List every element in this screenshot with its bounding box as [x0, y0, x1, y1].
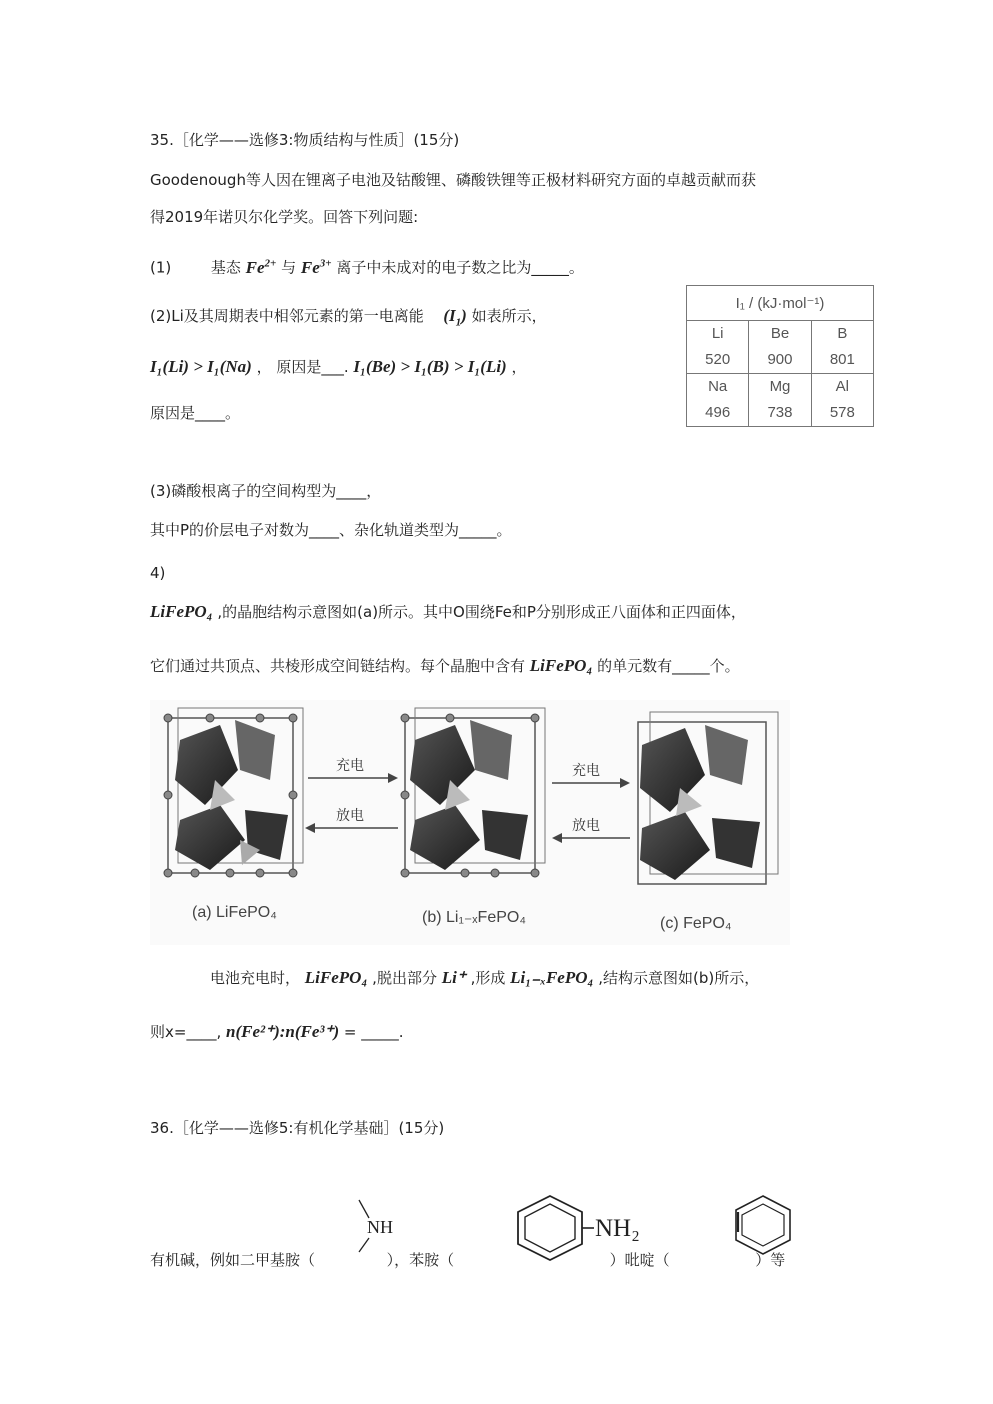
- i1-symbol: (I: [443, 306, 456, 325]
- arrow-label-discharge-1: 放电: [336, 808, 364, 824]
- q35-part4-line1: [150, 602, 746, 622]
- part2-text-c: ， 原因是___.: [256, 358, 349, 376]
- i1-subscript: 1: [455, 316, 462, 329]
- q36-title: 36.［化学——选修5:有机化学基础］(15分): [150, 1119, 445, 1137]
- arrow-label-discharge-2: 放电: [572, 818, 600, 834]
- part1-text-b: 与: [281, 258, 297, 277]
- nh-label: NH: [367, 1217, 393, 1237]
- formula-lifepo4: LiFePO₄: [150, 602, 213, 621]
- part1-number: (1): [150, 258, 172, 277]
- inequality-li-na: I₁(Li) > I₁(Na): [150, 357, 252, 376]
- q35-intro-line2: 得2019年诺贝尔化学奖。回答下列问题:: [150, 208, 419, 226]
- q35-part5-line1: [210, 968, 759, 988]
- part5-text-d: ,结构示意图如(b)所示，: [598, 969, 760, 987]
- part2-text-b: 如表所示，: [471, 307, 547, 325]
- table-cell: Al 578: [811, 374, 873, 427]
- fe2-symbol: Fe: [245, 257, 265, 277]
- part5-text-f: = _____.: [343, 1023, 404, 1041]
- q36-text-c: ）吡啶（: [609, 1251, 670, 1269]
- inequality-be-b-li: I₁(Be) > I₁(B) > I₁(Li): [353, 357, 507, 376]
- q35-title: 35.［化学——选修3:物质结构与性质］(15分): [150, 131, 460, 149]
- q36-text-a: 有机碱，例如二甲基胺（: [150, 1251, 316, 1269]
- fe-ratio: n(Fe²⁺):n(Fe³⁺): [226, 1022, 340, 1041]
- q35-part3-line2: 其中P的价层电子对数为____、杂化轨道类型为_____。: [150, 521, 512, 539]
- formula-li1-xfepo4: Li₁₋ₓFePO₄: [510, 968, 594, 987]
- part1-text-a: 基态: [210, 258, 241, 277]
- table-cell: Be 900: [749, 321, 811, 374]
- nh2-label: NH₂: [595, 1215, 640, 1242]
- table-cell: B 801: [811, 321, 873, 374]
- part2-text-a: (2)Li及其周期表中相邻元素的第一电离能: [150, 307, 424, 325]
- table-header: I₁ / (kJ·mol⁻¹): [687, 286, 874, 321]
- part1-text-c: 离子中未成对的电子数之比为_____。: [336, 258, 584, 277]
- q35-part5-line2: [150, 1022, 404, 1042]
- part5-text-b: ,脱出部分: [372, 969, 437, 987]
- part5-text-a: 电池充电时，: [210, 969, 301, 987]
- part4-text-a: ,的晶胞结构示意图如(a)所示。其中O围绕Fe和P分别形成正八面体和正四面体，: [217, 603, 746, 621]
- formula-lifepo4-charge: LiFePO₄: [304, 968, 368, 987]
- dimethylamine-structure: [355, 1198, 405, 1258]
- q36-line1: [150, 1250, 785, 1270]
- q35-intro-line1: Goodenough等人因在锂离子电池及钴酸锂、磷酸铁锂等正极材料研究方面的卓越贡献而获: [150, 171, 756, 189]
- caption-a: (a) LiFePO₄: [192, 904, 277, 921]
- q35-part2-line2: [150, 357, 527, 377]
- crystal-structure-figure: [150, 700, 790, 945]
- part4-text-c: 的单元数有_____个。: [597, 657, 740, 675]
- table-cell: Li 520: [687, 321, 749, 374]
- table-cell: Na 496: [687, 374, 749, 427]
- caption-b: (b) Li₁₋ₓFePO₄: [422, 909, 526, 926]
- part4-text-b: 它们通过共顶点、共棱形成空间链结构。每个晶胞中含有: [150, 657, 526, 675]
- q35-part2-line1: [150, 306, 547, 332]
- q35-part2-line3: 原因是____。: [150, 404, 241, 422]
- q36-text-b: ），苯胺（: [386, 1251, 455, 1269]
- part5-text-c: ,形成: [470, 969, 506, 987]
- arrow-label-charge-1: 充电: [336, 758, 364, 774]
- q35-part4-line2: [150, 656, 740, 676]
- part5-text-e: 则x=____,: [150, 1023, 222, 1041]
- table-cell: Mg 738: [749, 374, 811, 427]
- q35-part4-number: 4): [150, 564, 166, 582]
- q35-part1: [150, 253, 584, 278]
- formula-lifepo4-inline: LiFePO₄: [529, 656, 593, 675]
- arrow-label-charge-2: 充电: [572, 763, 600, 779]
- caption-c: (c) FePO₄: [660, 915, 732, 932]
- ionization-energy-table: [686, 285, 874, 427]
- i1-close: ): [461, 306, 467, 325]
- part2-text-d: ，: [511, 358, 527, 376]
- fe3-charge: 3+: [319, 257, 332, 269]
- lithium-ion: Li⁺: [441, 968, 466, 987]
- q35-part3-line1: (3)磷酸根离子的空间构型为____，: [150, 482, 382, 500]
- fe3-symbol: Fe: [300, 257, 320, 277]
- fe2-charge: 2+: [264, 257, 277, 269]
- q36-text-d: ）等: [755, 1251, 786, 1269]
